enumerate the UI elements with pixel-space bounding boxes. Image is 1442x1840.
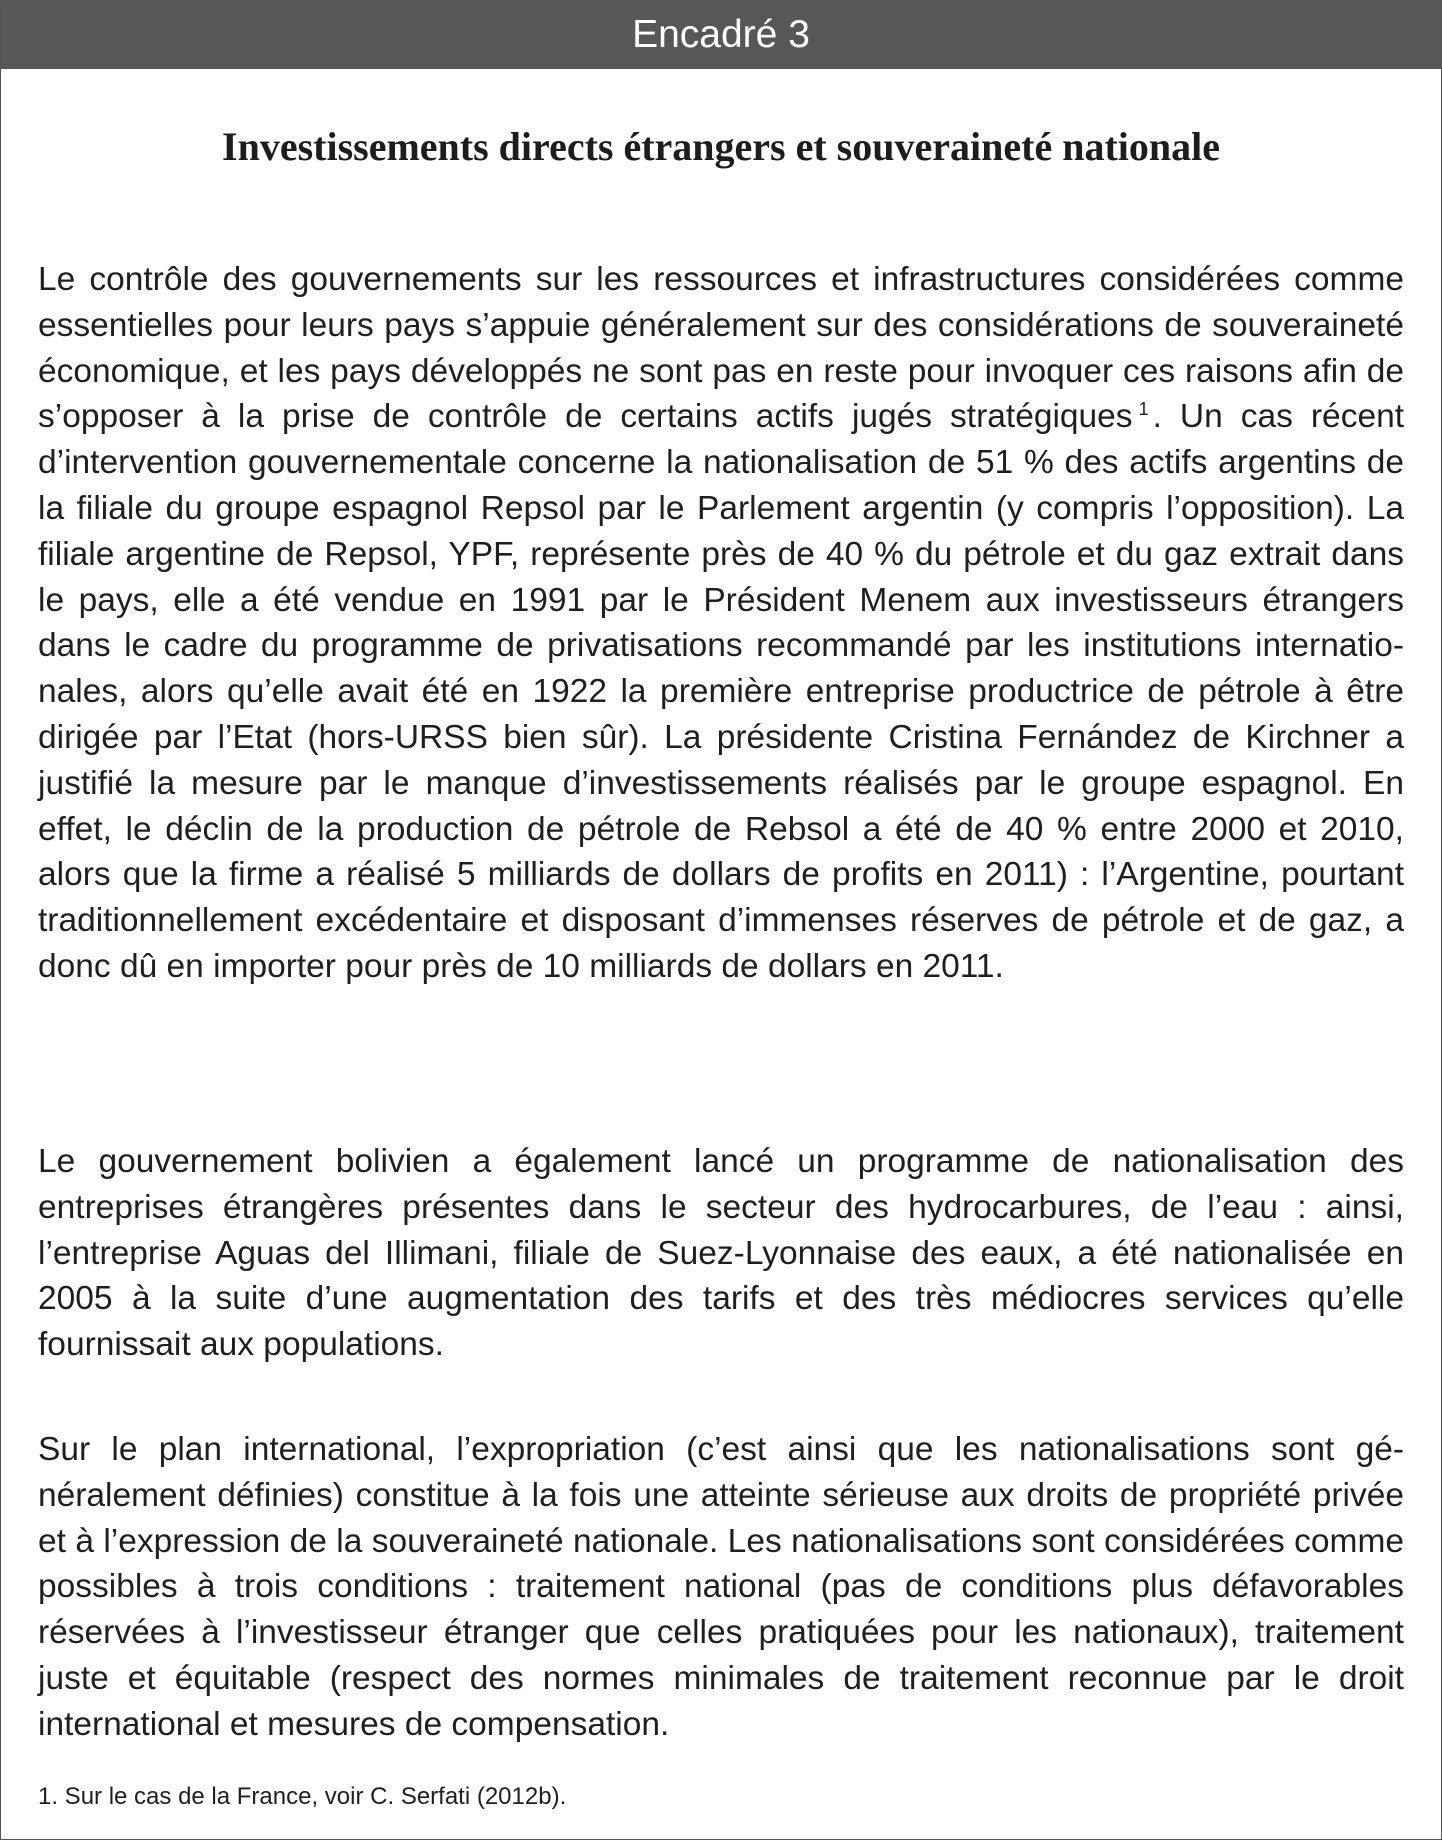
paragraph-1 bbox=[38, 257, 1404, 990]
footnote-reference: 1 bbox=[1138, 399, 1149, 420]
footnote: 1. Sur le cas de la France, voir C. Serfati (2012b). bbox=[38, 1783, 567, 1810]
box-label: Encadré 3 bbox=[1, 1, 1441, 69]
paragraph-1-text-continued: . Un cas récent d’intervention gouvernementale concerne la nationalisation de 51 % des actifs argentins de la filiale du groupe espagnol Repsol par le Parlement argentin (y compris l’opposition). La filiale argentine de Repsol, YPF, représente près de 40 % du pétrole et du gaz extrait dans le pays, elle a été vendue en 1991 par le Président Menem aux investisseurs étrangers dans le cadre du programme de privatisations recommandé par les institutions internationales, alors qu’elle avait été en 1922 la première entreprise productrice de pétrole à être dirigée par l’Etat (hors-URSS bien sûr). La présidente Cristina Fernández de Kirchner a justifié la mesure par le manque d’investissements réalisés par le groupe espagnol. En effet, le déclin de la production de pétrole de Rebsol a été de 40 % entre 2000 et 2010, alors que la firme a réalisé 5 milliards de dollars de profits en 2011) : l’Argentine, pourtant traditionnellement excédentaire et disposant d’immenses réserves de pétrole et de gaz, a donc dû en importer pour près de 10 milliards de dollars en 2011. bbox=[38, 398, 1405, 985]
paragraph-1-text: Le contrôle des gouvernements sur les ressources et infrastructures considérées comme essentielles pour leurs pays s’appuie généralement sur des considérations de souveraineté économique, et les pays développés ne sont pas en reste pour invoquer ces raisons afin de s’opposer à la prise de contrôle de certains actifs jugés stratégiques bbox=[38, 261, 1404, 436]
box-title: Investissements directs étrangers et souveraineté nationale bbox=[222, 124, 1220, 169]
paragraph-2: Le gouvernement bolivien a également lancé un programme de nationalisation des entreprises étrangères présentes dans le secteur des hydrocarbures, de l’eau : ainsi, l’entreprise Aguas del Illimani, filiale de Suez-Lyonnaise des eaux, a été nationalisée en 2005 à la suite d’une augmentation des tarifs et des très médiocres services qu’elle fournissait aux populations. bbox=[38, 1143, 1404, 1364]
paragraph-3: Sur le plan international, l’expropriation (c’est ainsi que les nationalisations sont généralement définies) constitue à la fois une atteinte sérieuse aux droits de propriété privée et à l’expression de la souveraineté nationale. Les nationalisations sont considérées comme possibles à trois conditions : traitement national (pas de conditions plus défavorables réservées à l’investisseur étranger que celles pratiquées pour les nationaux), traitement juste et équitable (respect des normes minimales de traitement reconnue par le droit international et mesures de compensation. bbox=[38, 1431, 1404, 1743]
